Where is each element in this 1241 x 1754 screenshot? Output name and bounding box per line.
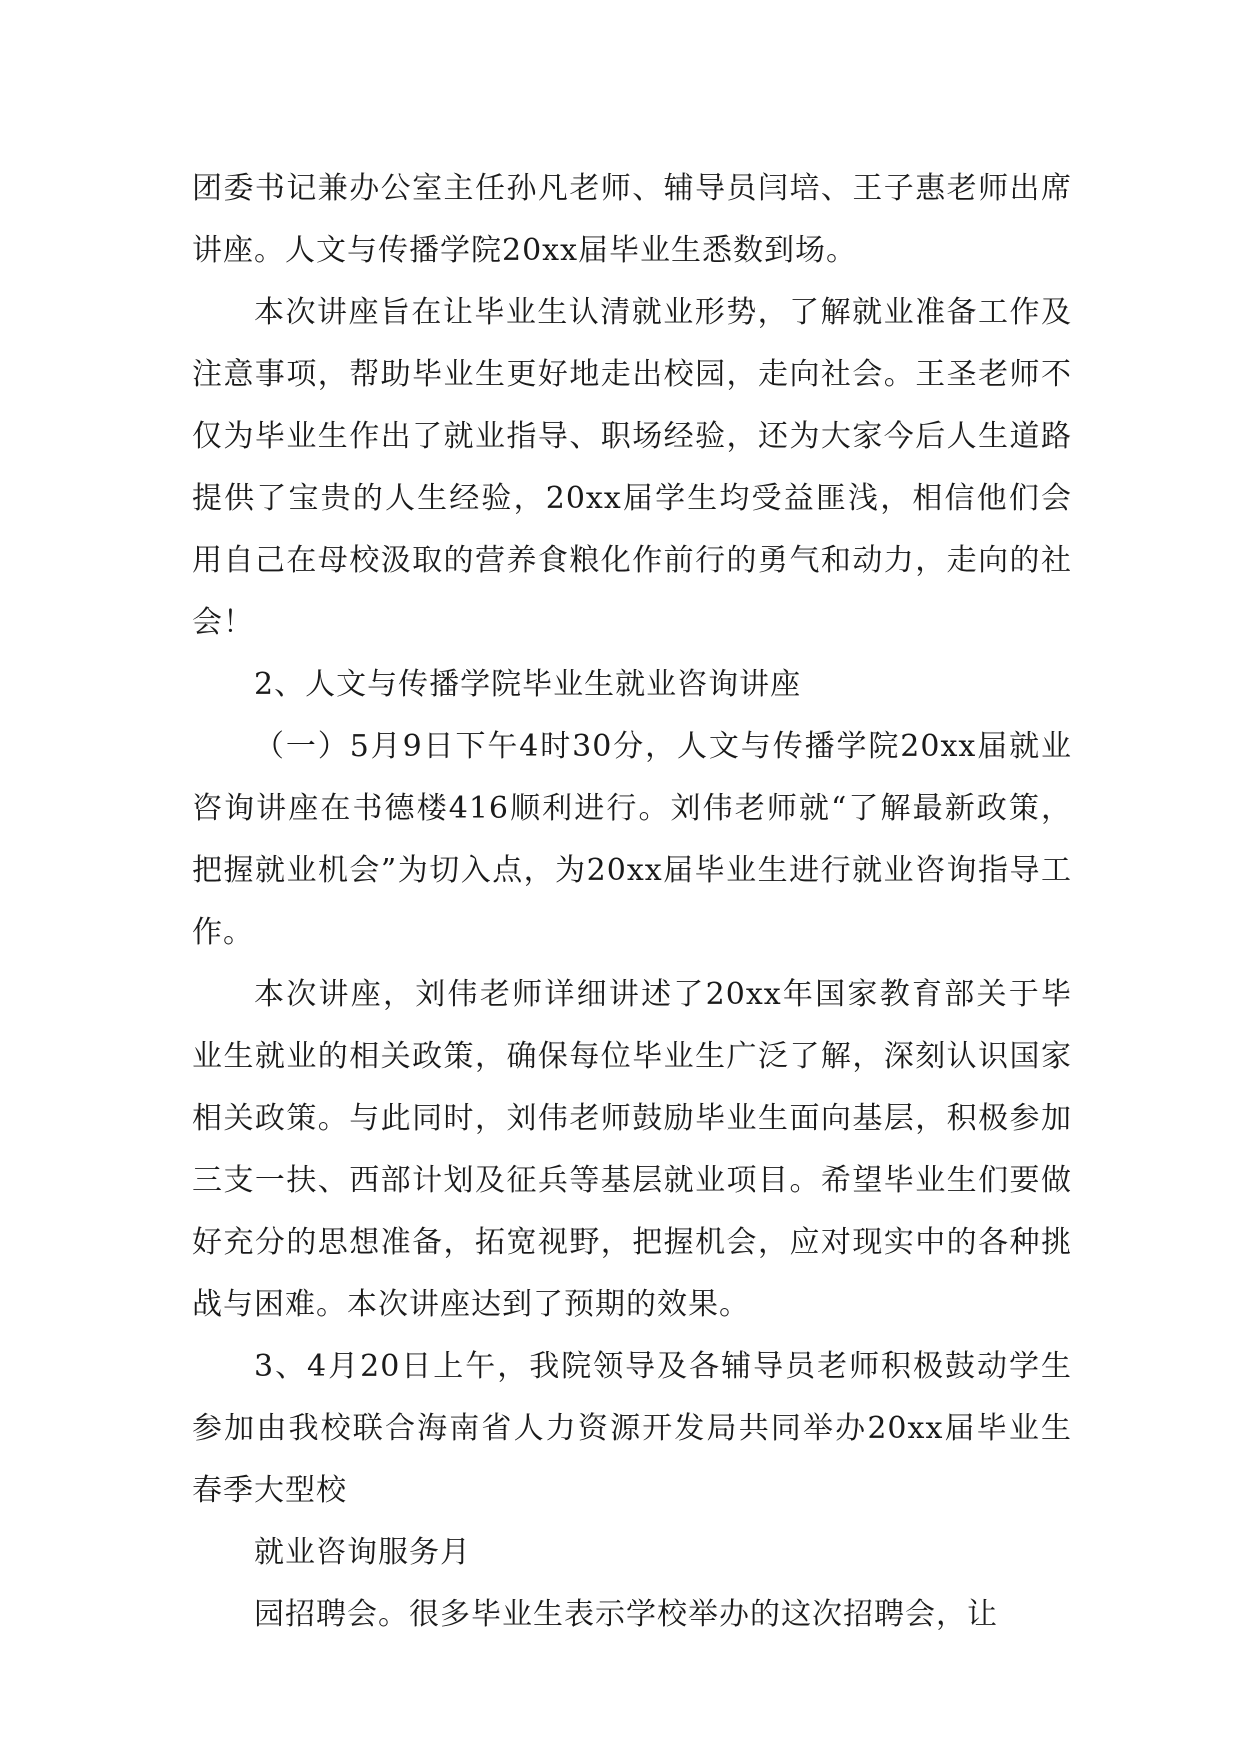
paragraph-job-fair: 3、4月20日上午，我院领导及各辅导员老师积极鼓动学生参加由我校联合海南省人力资源开发局共同举办20xx届毕业生春季大型校 <box>192 1349 1072 1508</box>
paragraph-job-fair-feedback: 园招聘会。很多毕业生表示学校举办的这次招聘会，让 <box>254 1597 998 1632</box>
paragraph-attendance: 团委书记兼办公室主任孙凡老师、辅导员闫培、王子惠老师出席讲座。人文与传播学院20xx届毕业生悉数到场。 <box>192 171 1072 268</box>
paragraph-policy-explanation: 本次讲座，刘伟老师详细讲述了20xx年国家教育部关于毕业生就业的相关政策，确保每位毕业生广泛了解，深刻认识国家相关政策。与此同时，刘伟老师鼓励毕业生面向基层，积极参加三支一扶、西部计划及征兵等基层就业项目。希望毕业生们要做好充分的思想准备，拓宽视野，把握机会，应对现实中的各种挑战与困难。本次讲座达到了预期的效果。 <box>192 977 1072 1322</box>
paragraph-lecture-purpose: 本次讲座旨在让毕业生认清就业形势，了解就业准备工作及注意事项，帮助毕业生更好地走出校园，走向社会。王圣老师不仅为毕业生作出了就业指导、职场经验，还为大家今后人生道路提供了宝贵的人生经验，20xx届学生均受益匪浅，相信他们会用自己在母校汲取的营养食粮化作前行的勇气和动力，走向的社会！ <box>192 295 1072 640</box>
paragraph-lecture-details: （一）5月9日下午4时30分，人文与传播学院20xx届就业咨询讲座在书德楼416顺利进行。刘伟老师就“了解最新政策，把握就业机会”为切入点，为20xx届毕业生进行就业咨询指导工作。 <box>192 729 1072 950</box>
document-body <box>192 158 1072 1646</box>
paragraph-service-month: 就业咨询服务月 <box>254 1535 471 1570</box>
section-heading-consulting-lecture: 2、人文与传播学院毕业生就业咨询讲座 <box>254 667 802 702</box>
